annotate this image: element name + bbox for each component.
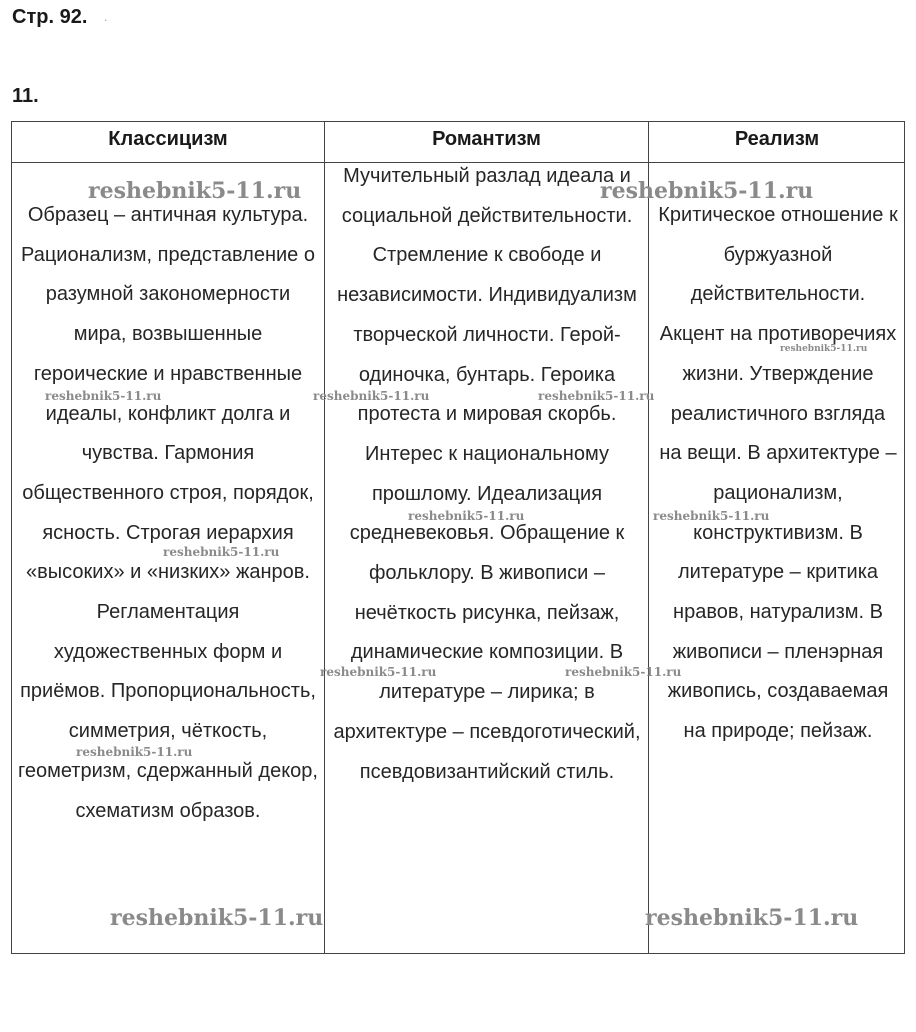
cell-classicism: [18, 196, 318, 831]
cell-realism-text: Критическое отношение к буржуазной действительности. Акцент на противоречиях жизни. Утверждение реалистичного взгляда на вещи. В архитектуре – рационализм, конструктивизм. В литературе – критика нравов, натурализм. В живописи – пленэрная живопись, создаваемая на природе; пейзаж.: [658, 204, 898, 743]
header-romanticism: Романтизм: [432, 128, 541, 150]
watermark: reshebnik5-11.ru: [538, 389, 655, 403]
task-number: 11.: [12, 85, 39, 107]
watermark: reshebnik5-11.ru: [653, 509, 770, 523]
watermark: reshebnik5-11.ru: [645, 905, 859, 931]
header-realism: Реализм: [734, 128, 820, 150]
watermark: reshebnik5-11.ru: [320, 665, 437, 679]
watermark: reshebnik5-11.ru: [45, 389, 162, 403]
page-dot: .: [104, 10, 108, 24]
watermark: reshebnik5-11.ru: [313, 389, 430, 403]
watermark: reshebnik5-11.ru: [600, 178, 814, 204]
watermark: reshebnik5-11.ru: [76, 745, 193, 759]
column-divider: [324, 122, 325, 953]
comparison-table: [11, 121, 905, 954]
page-number: Стр. 92.: [12, 6, 88, 28]
watermark: reshebnik5-11.ru: [88, 178, 302, 204]
watermark: reshebnik5-11.ru: [163, 545, 280, 559]
watermark: reshebnik5-11.ru: [780, 344, 868, 354]
header-classicism: Классицизм: [108, 128, 228, 150]
watermark: reshebnik5-11.ru: [110, 905, 324, 931]
watermark: reshebnik5-11.ru: [565, 665, 682, 679]
cell-romanticism-text: Мучительный разлад идеала и социальной действительности. Стремление к свободе и независимости. Индивидуализм творческой личности. Герой-одиночка, бунтарь. Героика протеста и мировая скорбь. Интерес к национальному прошлому. Идеализация средневековья. Обращение к фольклору. В живописи – нечёткость рисунка, пейзаж, динамические композиции. В литературе – лирика; в архитектуре – псевдоготический, псевдовизантийский стиль.: [333, 165, 641, 783]
column-divider: [648, 122, 649, 953]
cell-realism: [658, 196, 898, 752]
cell-romanticism: [332, 157, 642, 792]
cell-classicism-text: Образец – античная культура. Рационализм, представление о разумной закономерности мира, возвышенные героические и нравственные идеалы, конфликт долга и чувства. Гармония общественного строя, порядок, ясность. Строгая иерархия «высоких» и «низких» жанров. Регламентация художественных форм и приёмов. Пропорциональность, симметрия, чёткость, геометризм, сдержанный декор, схематизм образов.: [18, 204, 318, 822]
watermark: reshebnik5-11.ru: [408, 509, 525, 523]
